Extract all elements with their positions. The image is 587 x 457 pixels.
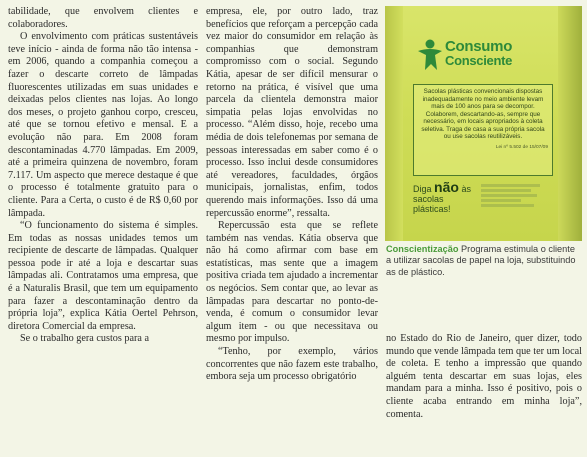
paragraph: O envolvimento com práticas sustentáveis teve início - ainda de forma não tão intensa - em 2006, quando a companhia começou a fazer o descarte correto de lâmpadas fluorescentes utilizadas em suas unidades e deixadas pelos clientes nas lojas. Ao longo dos meses, o projeto ganhou corpo, cresceu, até que se tornou efetivo e mensal. E a evolução não para. Em 2008 foram descontaminadas 4.770 lâmpadas. Em 2009, até a primeira quinzena de novembro, foram 7.117. Um aspecto que merece destaque é que o processo é totalmente gratuito para o cliente. Para a Certa, o custo é de R$ 0,60 por lâmpada.: [8, 31, 198, 219]
consumo-consciente-logo: [415, 34, 535, 76]
poster-slogan: [413, 179, 475, 214]
paragraph: Se o trabalho gera custos para a: [20, 333, 149, 345]
slogan-prefix: Diga: [413, 184, 432, 194]
logo-text-line2: Consciente: [445, 53, 513, 68]
paragraph: Repercussão esta que se reflete também nas vendas. Kátia observa que não há como afirmar com base em estatísticas, mas sente que a imagem positiva criada tem ajudado a incrementar os negócios. Sem contar que, ao levar as lâmpadas para descartar no ponto-de-venda, é comum o consumidor levar algum item - ou que necessitava ou mesmo por impulso.: [206, 220, 378, 345]
paragraph: empresa, ele, por outro lado, traz benefícios que reforçam a percepção cada vez maior do consumidor em relação às companhias que demonstram compromisso com o social. Segundo Kátia, apesar de ser difícil mensurar o retorno na prática, é visível que uma parcela da clientela demonstra maior simpatia pelas lojas envolvidas no processo. “Além disso, hoje, recebo uma média de dois telefonemas por semana de pessoas interessadas em saber como é o processo. Isso inclui desde consumidores até vereadores, faculdades, órgãos municipais, jornalistas, enfim, todos querendo mais informações. Isso dá uma repercussão enorme”, ressalta.: [206, 6, 378, 219]
paragraph: no Estado do Rio de Janeiro, quer dizer, todo mundo que vende lâmpada tem que ter um local de coleta. E tenho a impressão que quando alguém tenta descartar em suas lojas, eles mandam para a minha. Isso é positivo, pois o cliente acaba entrando em minha loja”, comenta.: [386, 333, 582, 420]
photo-shadow-left: [385, 6, 403, 241]
article-column-3: [386, 333, 582, 421]
article-column-2: [206, 6, 378, 384]
paragraph: “O funcionamento do sistema é simples. Em todas as nossas unidades temos um recipiente de descarte de lâmpadas. Qualquer pessoa pode ir até a loja e descartar suas lâmpadas ali. Contratamos uma empresa, que é a Naturalis Brasil, que tem um equipamento para fazer a descontaminação dentro da própria loja”, explica Kátia Oertel Pehrson, diretora Comercial da empresa.: [8, 220, 198, 332]
paragraph: tabilidade, que envolvem clientes e colaboradores.: [8, 6, 198, 30]
slogan-emphasis: não: [434, 179, 459, 195]
photo-caption: [386, 244, 582, 278]
poster-fine-print: [481, 182, 547, 209]
caption-keyword: Conscientização: [386, 244, 459, 254]
article-column-1: [8, 6, 198, 346]
recycling-person-icon: [415, 38, 445, 72]
poster-message-box: [413, 84, 553, 176]
caption-text: Programa estimula o cliente a utilizar sacolas de papel na loja, substituindo as de plástico.: [386, 244, 576, 277]
photo-shadow-right: [558, 6, 582, 241]
poster-law-note: Lei nº 5.502 de 15/07/09: [495, 144, 548, 150]
poster-photo: [385, 6, 582, 241]
poster-message: Sacolas plásticas convencionais dispostas inadequadamente no meio ambiente levam mais de 100 anos para se decompor. Colaborem, descartando-as, sempre que necessário, em locais apropriados à coleta seletiva. Traga de casa a sua própria sacola ou use sacolas reutilizáveis.: [421, 88, 545, 140]
logo-text-line1: Consumo: [445, 38, 513, 55]
slogan-suffix: às sacolas plásticas!: [413, 184, 471, 214]
paragraph: “Tenho, por exemplo, vários concorrentes que não fazem este trabalho, embora seja um processo obrigatório: [206, 346, 378, 383]
